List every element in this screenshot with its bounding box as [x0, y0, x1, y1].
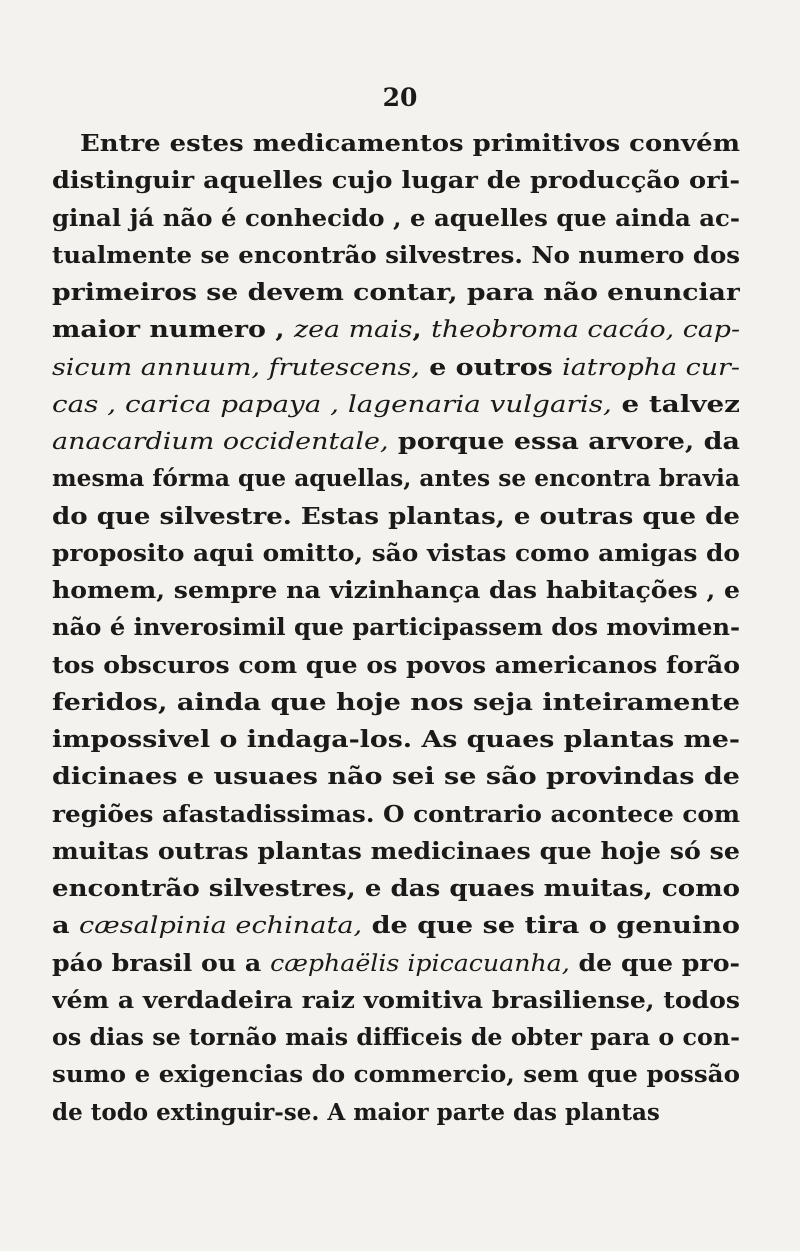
text-line-content [52, 609, 740, 646]
body-paragraph [52, 125, 740, 1131]
text-segment: distinguir aquelles cujo lugar de producção ori- [52, 167, 740, 195]
text-line [52, 498, 740, 535]
text-segment: Entre estes medicamentos primitivos convém [80, 130, 740, 157]
italic-term: cæsalpinia echinata, [79, 913, 363, 940]
text-line-content [52, 945, 740, 982]
text-line [52, 535, 740, 572]
text-segment: dicinaes e usuaes não sei se são provindas de [52, 763, 740, 791]
text-line [52, 423, 740, 460]
text-segment: proposito aqui omitto, são vistas como amigas do [52, 539, 740, 567]
text-segment: , [412, 316, 432, 344]
text-line-content [52, 311, 740, 348]
text-line-content [52, 684, 740, 721]
text-line [52, 647, 740, 684]
text-line [52, 907, 740, 944]
text-segment: feridos, ainda que hoje nos seja inteiramente [52, 688, 740, 716]
text-segment: e talvez [611, 390, 740, 418]
text-line [52, 1019, 740, 1056]
text-line [52, 758, 740, 795]
text-line-content [52, 200, 740, 237]
text-line-content [52, 907, 740, 944]
text-segment: sumo e exigencias do commercio, sem que possão [52, 1061, 740, 1089]
text-line [52, 833, 740, 870]
text-segment: a [52, 912, 80, 940]
text-line-content [52, 870, 740, 907]
text-line [52, 609, 740, 646]
text-segment: tualmente se encontrão silvestres. No numero dos [52, 241, 740, 269]
text-line-content [52, 498, 740, 535]
text-line [52, 721, 740, 758]
text-line-content [52, 796, 740, 833]
text-line [52, 945, 740, 982]
text-segment: mesma fórma que aquellas, antes se encontra bravia [52, 465, 740, 493]
text-line [52, 386, 740, 423]
text-line [52, 572, 740, 609]
text-segment: de todo extinguir-se. A maior parte das plantas [52, 1098, 660, 1126]
text-line [52, 200, 740, 237]
text-line-content [52, 1019, 740, 1056]
text-segment: homem, sempre na vizinhança das habitações , e [52, 577, 740, 604]
text-line-content [52, 758, 740, 795]
text-segment: tos obscuros com que os povos americanos forão [52, 651, 740, 679]
italic-term: zea mais [294, 317, 413, 344]
text-segment: muitas outras plantas medicinaes que hoje só se [52, 837, 740, 865]
text-line [52, 274, 740, 311]
italic-term: cæphaëlis ipicacuanha, [270, 950, 570, 977]
text-line-content [52, 982, 740, 1019]
text-line-content [52, 237, 740, 274]
text-line-content [52, 721, 740, 758]
italic-term: cas , carica papaya , lagenaria vulgaris, [52, 391, 612, 418]
text-line [52, 684, 740, 721]
text-line-content [52, 423, 740, 460]
text-segment: de que pro- [569, 949, 740, 977]
text-line [52, 460, 740, 497]
text-line-content [52, 1056, 740, 1093]
text-line [52, 1056, 740, 1093]
text-line [52, 162, 740, 199]
text-line-content [52, 535, 740, 572]
text-line [52, 982, 740, 1019]
text-segment: maior numero , [52, 316, 295, 344]
text-segment: primeiros se devem contar, para não enunciar [52, 279, 740, 306]
text-segment: impossivel o indaga-los. As quaes plantas me- [52, 726, 740, 753]
page-number: 20 [382, 83, 418, 112]
text-segment: os dias se tornão mais difficeis de obter para o con- [52, 1024, 740, 1051]
text-line [52, 237, 740, 274]
text-line [52, 796, 740, 833]
italic-term: sicum annuum, frutescens, [52, 354, 420, 381]
text-line-content [52, 349, 740, 386]
text-line [52, 1094, 740, 1131]
text-line-content [52, 572, 740, 609]
text-line-content [80, 125, 740, 162]
text-segment: não é inverosimil que participassem dos movimen- [52, 614, 740, 642]
text-line-content [52, 833, 740, 870]
text-line [52, 311, 740, 348]
text-segment: ginal já não é conhecido , e aquelles que ainda ac- [52, 204, 740, 232]
text-segment: porque essa arvore, da [388, 428, 740, 455]
italic-term: anacardium occidentale, [52, 429, 389, 455]
text-line-content [52, 460, 740, 497]
text-segment: páo brasil ou a [52, 949, 271, 977]
text-segment: do que silvestre. Estas plantas, e outras que de [52, 502, 740, 530]
text-line [52, 870, 740, 907]
text-line-content [52, 647, 740, 684]
text-segment: regiões afastadissimas. O contrario acontece com [52, 800, 740, 828]
text-segment: vém a verdadeira raiz vomitiva brasiliense, todos [52, 986, 740, 1014]
text-segment: de que se tira o genuino [362, 912, 740, 940]
text-line-content [52, 274, 740, 311]
italic-term: theobroma cacáo, cap- [431, 317, 740, 344]
text-line-content [52, 162, 740, 199]
text-line-content [52, 386, 740, 423]
italic-term: iatropha cur- [562, 354, 740, 381]
text-line [52, 349, 740, 386]
text-segment: e outros [419, 353, 563, 381]
text-line-content [52, 1094, 660, 1131]
text-segment: encontrão silvestres, e das quaes muitas, como [52, 875, 740, 902]
text-line [52, 125, 740, 162]
